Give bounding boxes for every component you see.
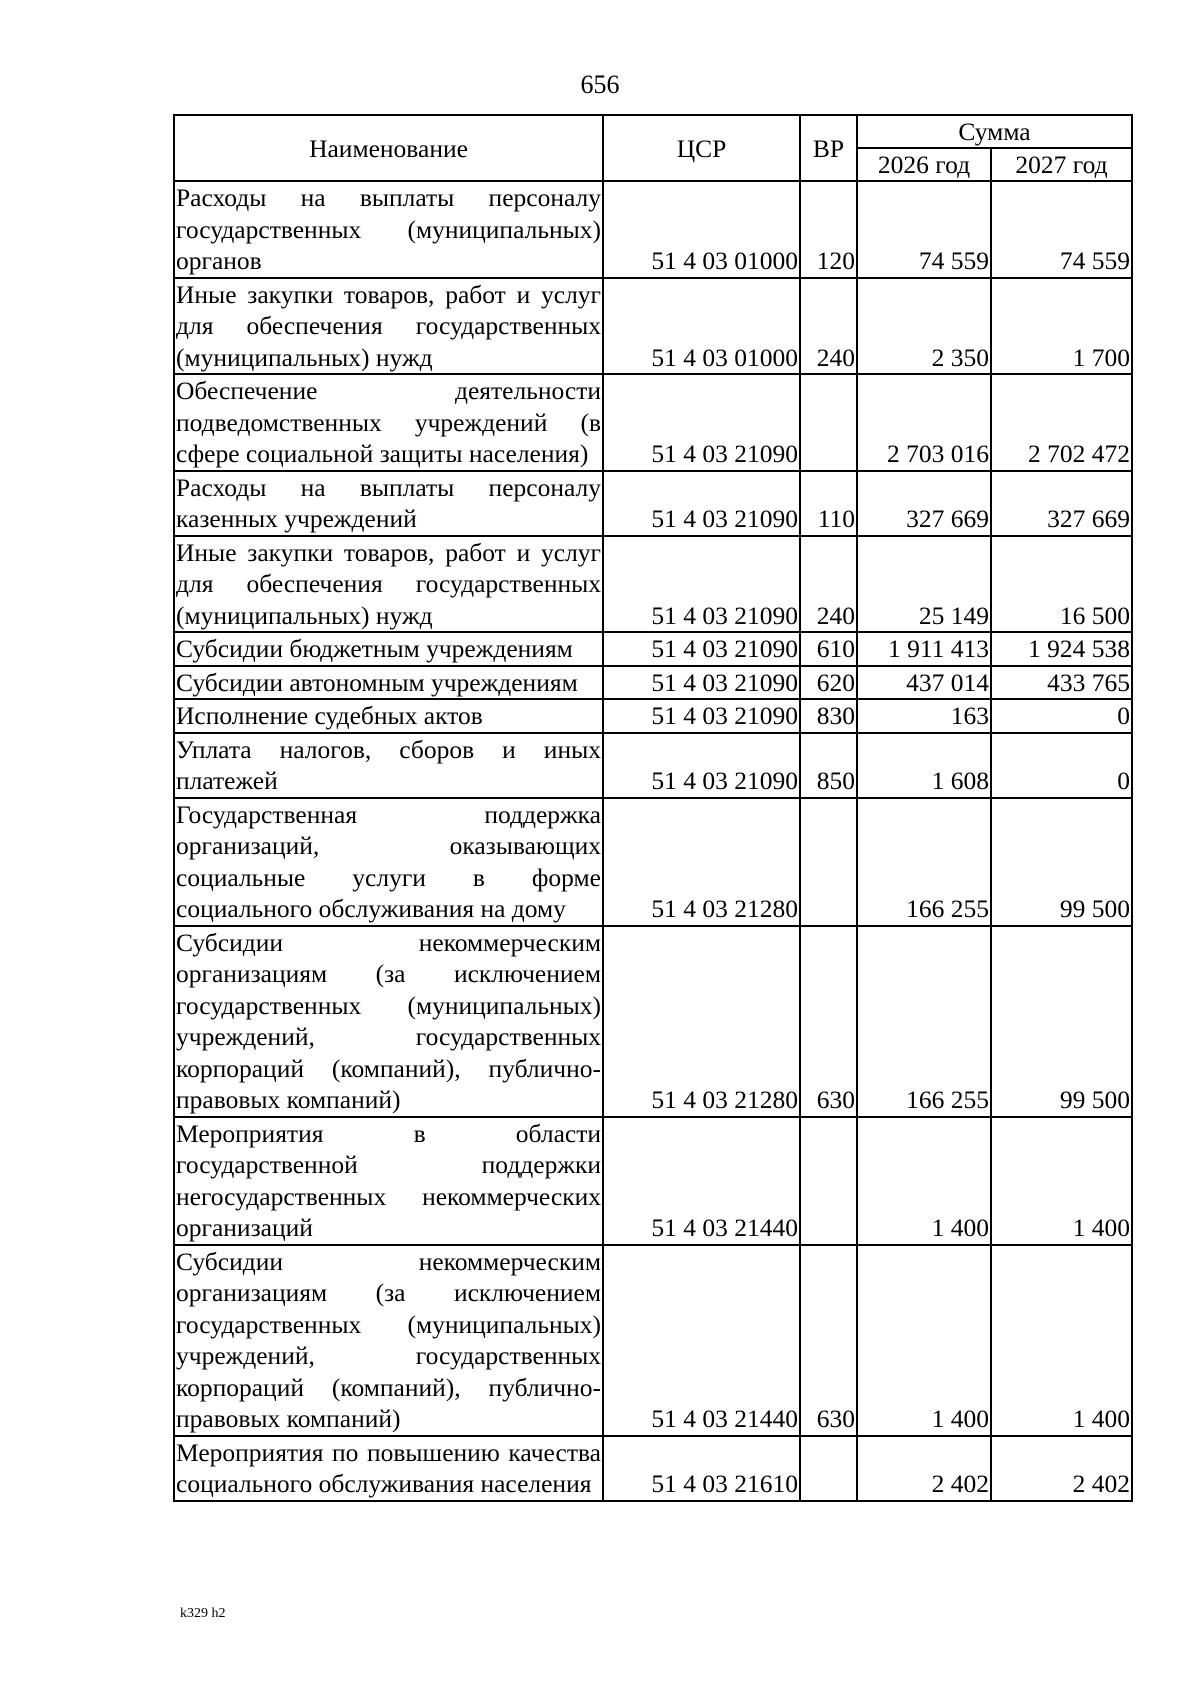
row-csr-cell: 51 4 03 21090	[603, 666, 800, 700]
table-row	[174, 666, 1132, 700]
row-2027-cell: 1 924 538	[991, 632, 1132, 666]
row-2026-cell: 166 255	[857, 926, 991, 1117]
row-csr-cell: 51 4 03 21090	[603, 733, 800, 798]
header-sum: Сумма	[857, 115, 1132, 148]
row-vr-cell	[800, 1436, 857, 1501]
row-2026-cell: 2 703 016	[857, 374, 991, 471]
row-vr-cell: 620	[800, 666, 857, 700]
row-2026-cell: 1 911 413	[857, 632, 991, 666]
budget-table	[173, 114, 1133, 1502]
table-row	[174, 278, 1132, 375]
row-2026-cell: 1 400	[857, 1117, 991, 1245]
table-row	[174, 1436, 1132, 1501]
row-vr-cell: 630	[800, 926, 857, 1117]
row-csr-cell: 51 4 03 21610	[603, 1436, 800, 1501]
row-2027-cell: 2 702 472	[991, 374, 1132, 471]
row-2026-cell: 1 608	[857, 733, 991, 798]
row-vr-cell: 240	[800, 536, 857, 633]
row-name-cell: Субсидии некоммерческим организациям (за исключением государственных (муниципальных) учреждений, государственных корпораций (компаний), публично-правовых компаний)	[174, 926, 603, 1117]
row-vr-cell: 630	[800, 1245, 857, 1436]
header-csr: ЦСР	[603, 115, 800, 181]
row-vr-cell	[800, 374, 857, 471]
row-csr-cell: 51 4 03 21090	[603, 699, 800, 733]
row-vr-cell: 830	[800, 699, 857, 733]
row-2027-cell: 2 402	[991, 1436, 1132, 1501]
page-number: 656	[580, 70, 620, 99]
row-name-cell: Субсидии некоммерческим организациям (за исключением государственных (муниципальных) учреждений, государственных корпораций (компаний), публично-правовых компаний)	[174, 1245, 603, 1436]
header-name: Наименование	[174, 115, 603, 181]
row-name-cell: Иные закупки товаров, работ и услуг для обеспечения государственных (муниципальных) нужд	[174, 278, 603, 375]
table-body	[174, 181, 1132, 1501]
row-csr-cell: 51 4 03 21090	[603, 471, 800, 536]
row-2026-cell: 437 014	[857, 666, 991, 700]
row-2027-cell: 0	[991, 733, 1132, 798]
row-name-cell: Субсидии автономным учреждениям	[174, 666, 603, 700]
table-row	[174, 471, 1132, 536]
row-2027-cell: 16 500	[991, 536, 1132, 633]
row-name-cell: Государственная поддержка организаций, оказывающих социальные услуги в форме социального обслуживания на дому	[174, 798, 603, 926]
row-2027-cell: 327 669	[991, 471, 1132, 536]
row-csr-cell: 51 4 03 01000	[603, 181, 800, 278]
row-name-cell: Уплата налогов, сборов и иных платежей	[174, 733, 603, 798]
row-2026-cell: 1 400	[857, 1245, 991, 1436]
row-name-cell: Иные закупки товаров, работ и услуг для обеспечения государственных (муниципальных) нужд	[174, 536, 603, 633]
table-row	[174, 1117, 1132, 1245]
row-name-cell: Мероприятия в области государственной поддержки негосударственных некоммерческих организаций	[174, 1117, 603, 1245]
row-2026-cell: 163	[857, 699, 991, 733]
table-row	[174, 1245, 1132, 1436]
row-2027-cell: 433 765	[991, 666, 1132, 700]
row-vr-cell: 110	[800, 471, 857, 536]
table-row	[174, 798, 1132, 926]
row-name-cell: Расходы на выплаты персоналу казенных учреждений	[174, 471, 603, 536]
row-2027-cell: 1 400	[991, 1245, 1132, 1436]
row-vr-cell: 240	[800, 278, 857, 375]
table-header	[174, 115, 1132, 181]
row-2026-cell: 327 669	[857, 471, 991, 536]
table-row	[174, 181, 1132, 278]
row-2027-cell: 74 559	[991, 181, 1132, 278]
header-vr: ВР	[800, 115, 857, 181]
table-row	[174, 926, 1132, 1117]
row-csr-cell: 51 4 03 21280	[603, 926, 800, 1117]
table-row	[174, 374, 1132, 471]
row-2026-cell: 2 402	[857, 1436, 991, 1501]
table-row	[174, 536, 1132, 633]
row-csr-cell: 51 4 03 01000	[603, 278, 800, 375]
row-vr-cell	[800, 1117, 857, 1245]
row-2027-cell: 1 400	[991, 1117, 1132, 1245]
table-row	[174, 699, 1132, 733]
row-csr-cell: 51 4 03 21090	[603, 632, 800, 666]
row-2026-cell: 25 149	[857, 536, 991, 633]
row-name-cell: Расходы на выплаты персоналу государственных (муниципальных) органов	[174, 181, 603, 278]
row-vr-cell: 610	[800, 632, 857, 666]
row-2026-cell: 2 350	[857, 278, 991, 375]
row-2026-cell: 74 559	[857, 181, 991, 278]
row-name-cell: Обеспечение деятельности подведомственных учреждений (в сфере социальной защиты населения)	[174, 374, 603, 471]
row-csr-cell: 51 4 03 21090	[603, 536, 800, 633]
table-row	[174, 632, 1132, 666]
row-2027-cell: 0	[991, 699, 1132, 733]
header-year-2027: 2027 год	[991, 148, 1132, 181]
row-name-cell: Субсидии бюджетным учреждениям	[174, 632, 603, 666]
row-vr-cell	[800, 798, 857, 926]
row-csr-cell: 51 4 03 21090	[603, 374, 800, 471]
row-vr-cell: 120	[800, 181, 857, 278]
row-csr-cell: 51 4 03 21280	[603, 798, 800, 926]
row-2027-cell: 1 700	[991, 278, 1132, 375]
row-csr-cell: 51 4 03 21440	[603, 1117, 800, 1245]
row-name-cell: Исполнение судебных актов	[174, 699, 603, 733]
row-2026-cell: 166 255	[857, 798, 991, 926]
footer-code: k329 h2	[180, 1606, 226, 1621]
table-row	[174, 733, 1132, 798]
row-name-cell: Мероприятия по повышению качества социального обслуживания населения	[174, 1436, 603, 1501]
header-year-2026: 2026 год	[857, 148, 991, 181]
row-vr-cell: 850	[800, 733, 857, 798]
row-2027-cell: 99 500	[991, 926, 1132, 1117]
row-csr-cell: 51 4 03 21440	[603, 1245, 800, 1436]
row-2027-cell: 99 500	[991, 798, 1132, 926]
